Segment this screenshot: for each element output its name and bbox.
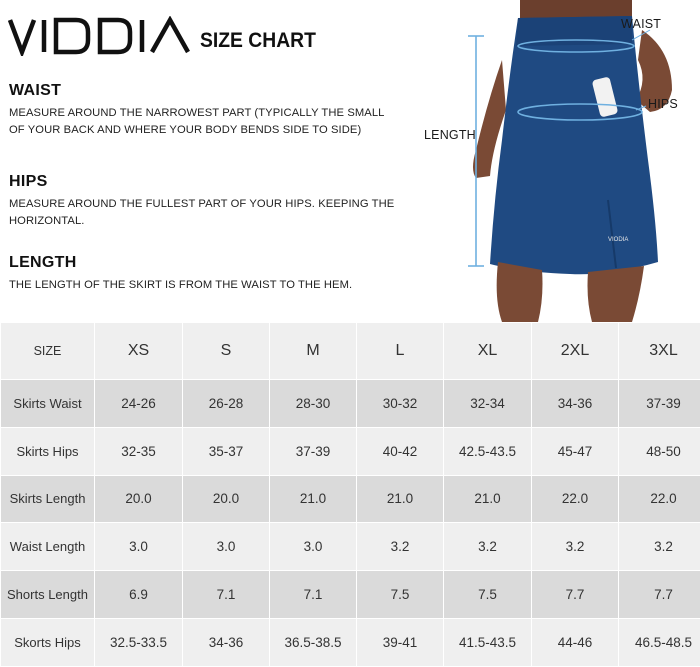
row-label: Shorts Length <box>1 571 95 619</box>
table-cell: 48-50 <box>619 427 700 475</box>
table-row <box>1 571 700 619</box>
row-label: Skirts Waist <box>1 379 95 427</box>
table-cell: 7.5 <box>444 571 532 619</box>
header-cell-l: L <box>357 323 444 380</box>
table-cell: 42.5-43.5 <box>444 427 532 475</box>
table-header-row <box>1 323 700 380</box>
table-cell: 28-30 <box>270 379 357 427</box>
table-cell: 3.2 <box>532 523 619 571</box>
hips-heading: HIPS <box>9 173 48 190</box>
table-cell: 24-26 <box>95 379 183 427</box>
table-cell: 3.0 <box>270 523 357 571</box>
chart-title: SIZE CHART <box>200 29 316 52</box>
table-cell: 39-41 <box>357 619 444 667</box>
skirt-shape <box>490 16 658 274</box>
table-cell: 22.0 <box>619 475 700 523</box>
table-cell: 32-34 <box>444 379 532 427</box>
table-row <box>1 523 700 571</box>
size-table <box>0 322 700 667</box>
table-cell: 21.0 <box>270 475 357 523</box>
row-label: Skorts Hips <box>1 619 95 667</box>
header-cell-xs: XS <box>95 323 183 380</box>
length-annotation: LENGTH <box>424 128 476 142</box>
table-cell: 6.9 <box>95 571 183 619</box>
model-photo <box>410 0 700 322</box>
header-cell-m: M <box>270 323 357 380</box>
table-cell: 30-32 <box>357 379 444 427</box>
table-cell: 3.2 <box>619 523 700 571</box>
table-cell: 32-35 <box>95 427 183 475</box>
table-cell: 21.0 <box>444 475 532 523</box>
table-cell: 34-36 <box>183 619 270 667</box>
table-cell: 44-46 <box>532 619 619 667</box>
table-cell: 21.0 <box>357 475 444 523</box>
hips-annotation: HIPS <box>648 97 678 111</box>
hips-text: MEASURE AROUND THE FULLEST PART OF YOUR HIPS. KEEPING THE HORIZONTAL. <box>9 198 395 227</box>
waist-text: MEASURE AROUND THE NARROWEST PART (TYPICALLY THE SMALL OF YOUR BACK AND WHERE YOUR BODY BENDS SIDE TO SIDE) <box>9 107 385 136</box>
table-cell: 35-37 <box>183 427 270 475</box>
table-cell: 3.2 <box>357 523 444 571</box>
size-guide-header <box>0 0 700 322</box>
header-cell-s: S <box>183 323 270 380</box>
table-cell: 40-42 <box>357 427 444 475</box>
table-cell: 7.1 <box>270 571 357 619</box>
row-label: Waist Length <box>1 523 95 571</box>
hips-instructions <box>9 173 399 230</box>
table-cell: 41.5-43.5 <box>444 619 532 667</box>
waist-heading: WAIST <box>9 82 62 99</box>
table-row <box>1 427 700 475</box>
length-heading: LENGTH <box>9 254 77 271</box>
table-cell: 45-47 <box>532 427 619 475</box>
table-row <box>1 619 700 667</box>
table-cell: 37-39 <box>619 379 700 427</box>
table-cell: 3.0 <box>95 523 183 571</box>
table-cell: 32.5-33.5 <box>95 619 183 667</box>
table-cell: 36.5-38.5 <box>270 619 357 667</box>
table-cell: 37-39 <box>270 427 357 475</box>
row-label: Skirts Hips <box>1 427 95 475</box>
table-cell: 7.1 <box>183 571 270 619</box>
header-cell-2xl: 2XL <box>532 323 619 380</box>
header-cell-xl: XL <box>444 323 532 380</box>
length-instructions <box>9 254 399 294</box>
table-cell: 7.7 <box>532 571 619 619</box>
table-cell: 34-36 <box>532 379 619 427</box>
length-text: THE LENGTH OF THE SKIRT IS FROM THE WAIST TO THE HEM. <box>9 279 353 291</box>
waist-instructions <box>9 82 399 139</box>
table-cell: 46.5-48.5 <box>619 619 700 667</box>
header-cell-size: SIZE <box>1 323 95 380</box>
table-cell: 26-28 <box>183 379 270 427</box>
table-cell: 3.2 <box>444 523 532 571</box>
table-cell: 7.7 <box>619 571 700 619</box>
row-label: Skirts Length <box>1 475 95 523</box>
table-cell: 20.0 <box>183 475 270 523</box>
waist-annotation: WAIST <box>621 17 662 31</box>
table-cell: 20.0 <box>95 475 183 523</box>
table-cell: 3.0 <box>183 523 270 571</box>
table-row <box>1 475 700 523</box>
table-row <box>1 379 700 427</box>
header-cell-3xl: 3XL <box>619 323 700 380</box>
svg-text:VIODIA: VIODIA <box>608 237 629 243</box>
table-cell: 7.5 <box>357 571 444 619</box>
brand-logo <box>8 16 190 56</box>
table-cell: 22.0 <box>532 475 619 523</box>
